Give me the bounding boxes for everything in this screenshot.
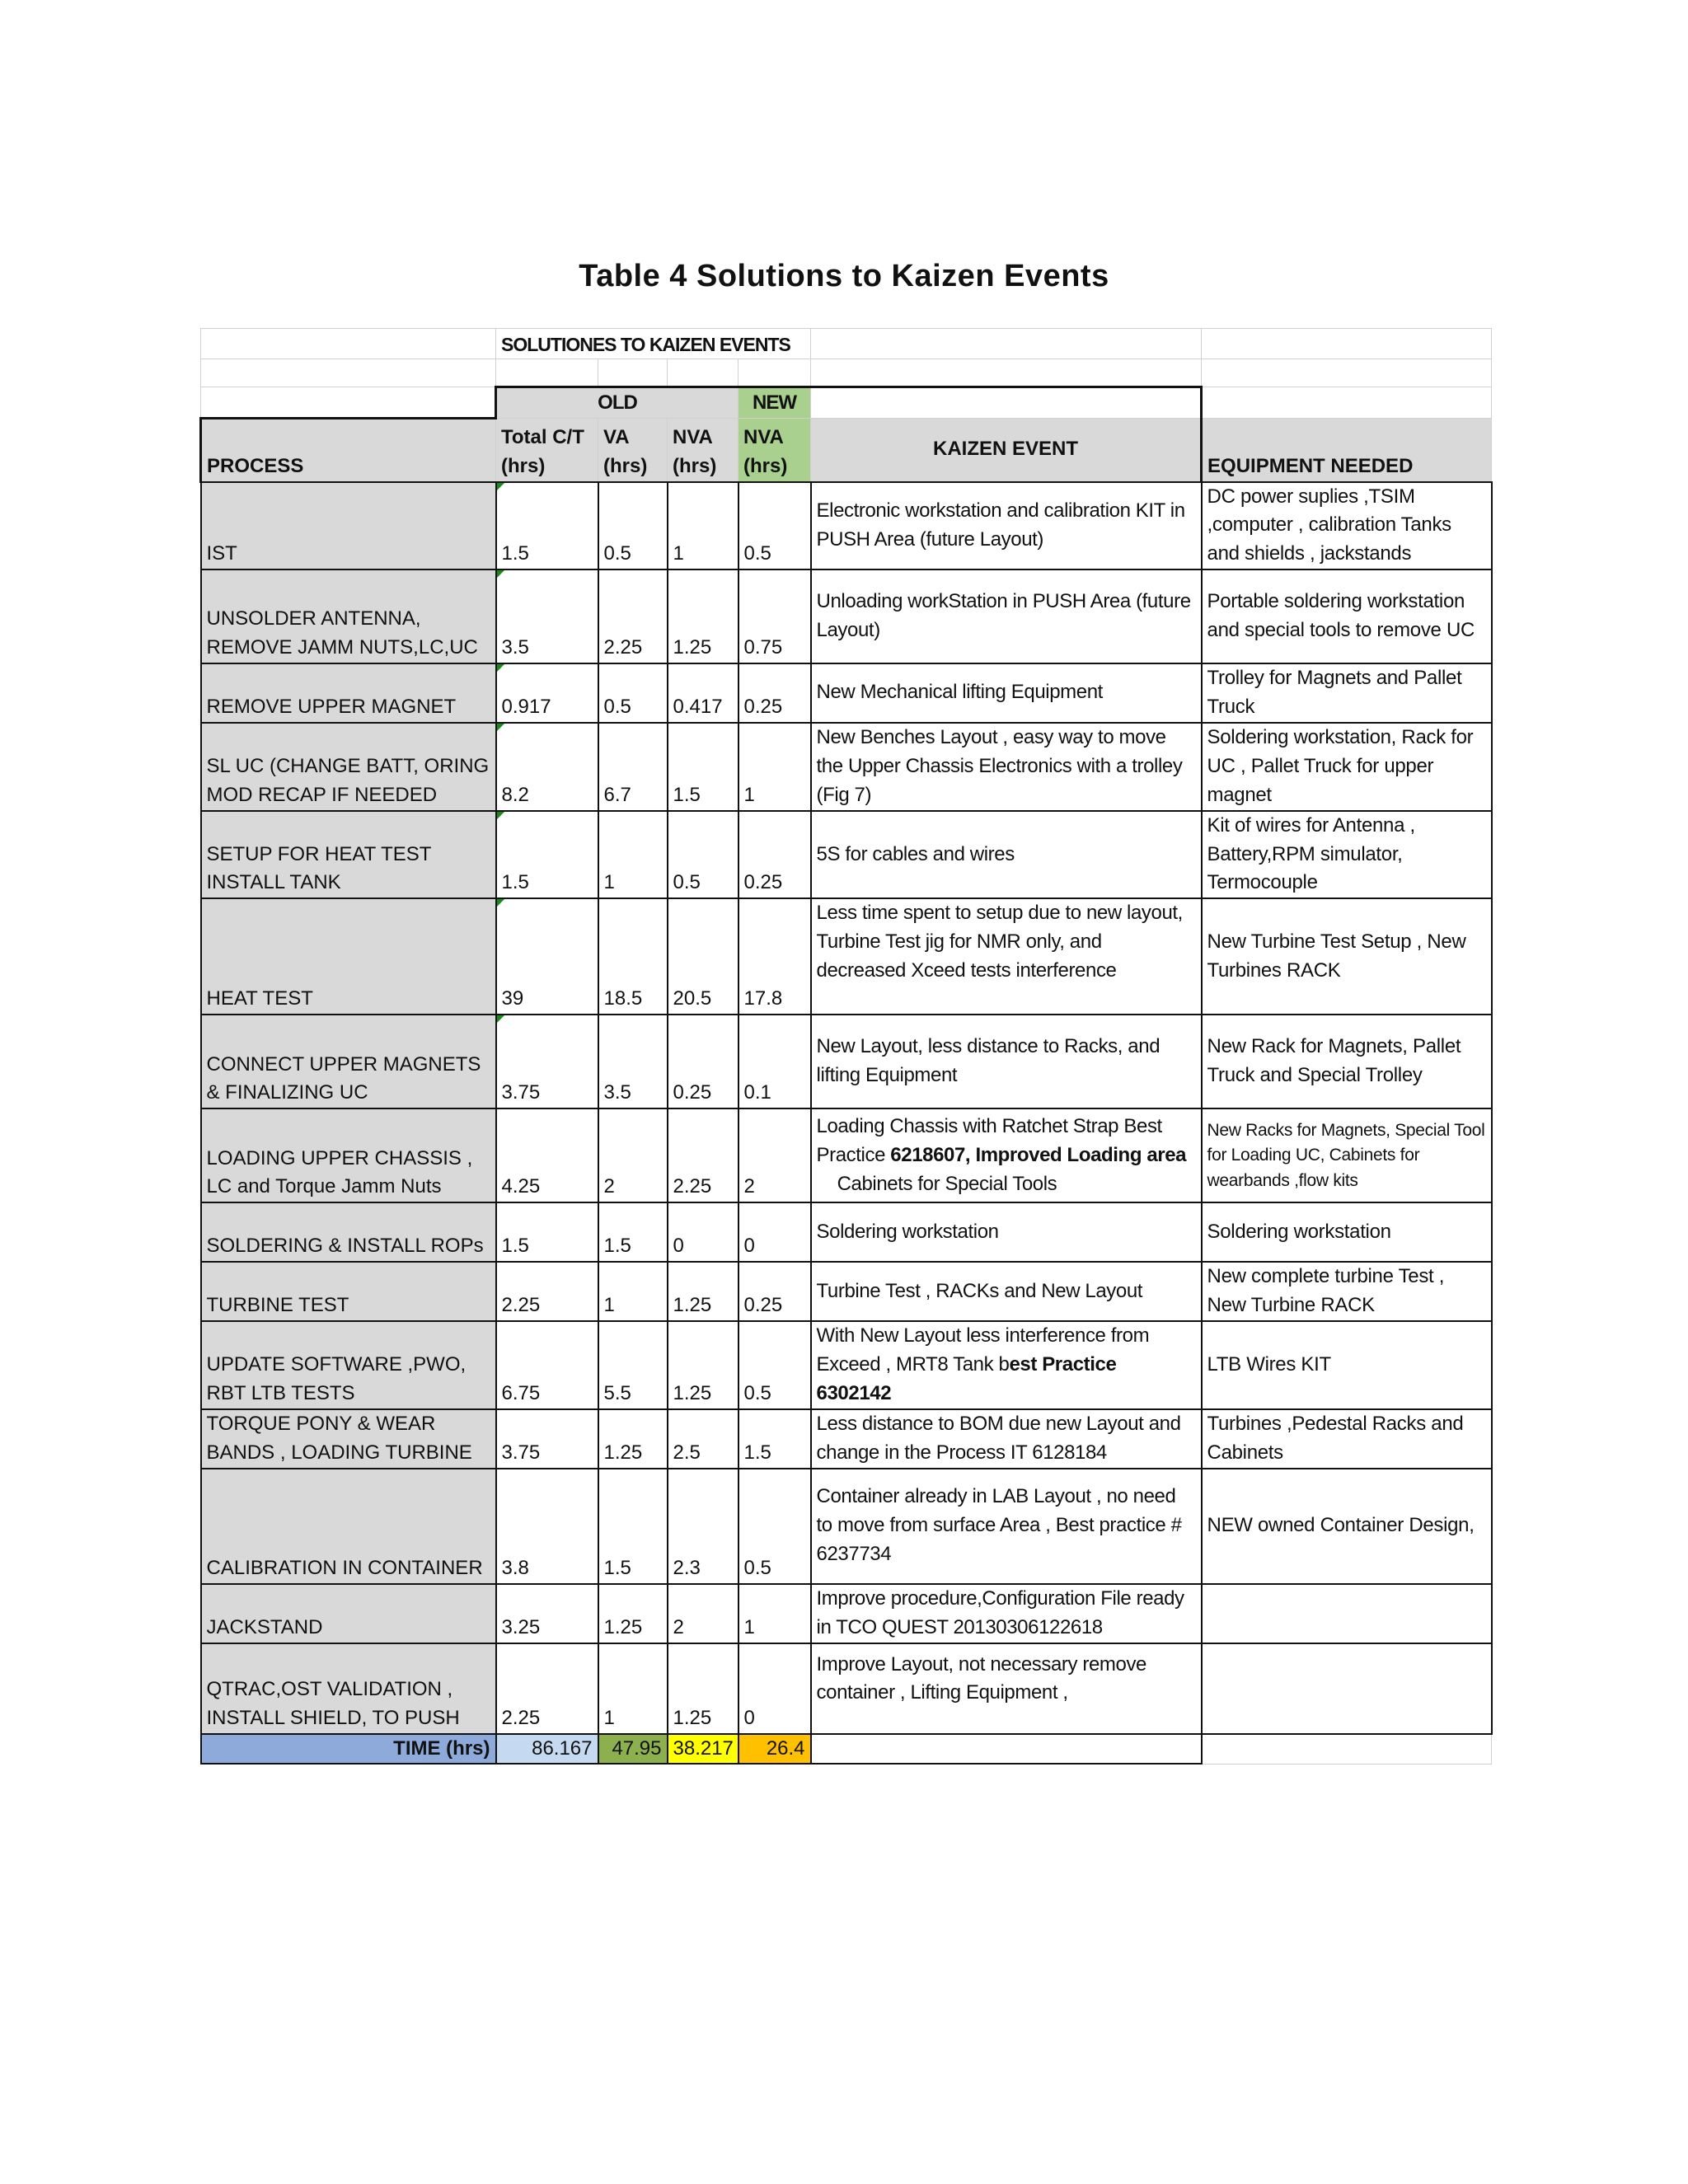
nva-new-cell: 17.8 — [738, 898, 811, 1015]
nva-cell: 2.3 — [668, 1469, 738, 1584]
total-va-sum: 47.95 — [598, 1734, 668, 1765]
nva-new-cell: 0.1 — [738, 1015, 811, 1108]
nva-cell: 2.25 — [668, 1108, 738, 1202]
header-equipment: EQUIPMENT NEEDED — [1202, 419, 1492, 482]
table-row — [201, 1202, 1492, 1262]
total-ct-cell: 3.5 — [496, 569, 598, 663]
process-cell: HEAT TEST — [201, 898, 496, 1015]
nva-cell: 1.25 — [668, 1262, 738, 1321]
nva-new-cell: 0 — [738, 1202, 811, 1262]
header-nva-new: NVA (hrs) — [738, 419, 811, 482]
nva-cell: 2 — [668, 1584, 738, 1643]
nva-new-cell: 0 — [738, 1643, 811, 1734]
va-cell: 18.5 — [598, 898, 668, 1015]
nva-new-cell: 0.5 — [738, 1321, 811, 1408]
nva-cell: 1.25 — [668, 569, 738, 663]
process-cell: TURBINE TEST — [201, 1262, 496, 1321]
kaizen-table — [199, 328, 1493, 1765]
kaizen-text: Cabinets for Special Tools — [816, 1172, 1057, 1195]
total-ct-cell: 1.5 — [496, 1202, 598, 1262]
va-cell: 6.7 — [598, 723, 668, 811]
equipment-cell: New Rack for Magnets, Pallet Truck and Special Trolley — [1202, 1015, 1492, 1108]
header-kaizen-event: KAIZEN EVENT — [811, 419, 1202, 482]
kaizen-event-cell: Container already in LAB Layout , no need to move from surface Area , Best practice # 6237734 — [811, 1469, 1202, 1584]
header-nva: NVA (hrs) — [668, 419, 738, 482]
kaizen-event-cell: Less time spent to setup due to new layout, Turbine Test jig for NMR only, and decreased Xceed tests interference — [811, 898, 1202, 1015]
va-cell: 1.25 — [598, 1409, 668, 1469]
table-row — [201, 1409, 1492, 1469]
kaizen-event-cell: Soldering workstation — [811, 1202, 1202, 1262]
totals-label: TIME (hrs) — [201, 1734, 496, 1765]
empty-cell — [811, 329, 1202, 359]
nva-cell: 0.5 — [668, 811, 738, 898]
table-row — [201, 1584, 1492, 1643]
empty-cell — [811, 1734, 1202, 1765]
va-cell: 0.5 — [598, 482, 668, 569]
new-group-header: NEW — [738, 387, 811, 419]
total-ct-sum: 86.167 — [496, 1734, 598, 1765]
old-group-header: OLD — [496, 387, 738, 419]
va-cell: 1.25 — [598, 1584, 668, 1643]
kaizen-event-cell: Electronic workstation and calibration KIT in PUSH Area (future Layout) — [811, 482, 1202, 569]
equipment-cell: Turbines ,Pedestal Racks and Cabinets — [1202, 1409, 1492, 1469]
nva-new-cell: 0.5 — [738, 482, 811, 569]
va-cell: 1 — [598, 1262, 668, 1321]
process-cell: UPDATE SOFTWARE ,PWO, RBT LTB TESTS — [201, 1321, 496, 1408]
process-cell: SETUP FOR HEAT TEST INSTALL TANK — [201, 811, 496, 898]
total-ct-cell: 2.25 — [496, 1262, 598, 1321]
equipment-cell: NEW owned Container Design, — [1202, 1469, 1492, 1584]
kaizen-bold-text: 6218607, Improved Loading area — [890, 1143, 1187, 1166]
equipment-cell — [1202, 1643, 1492, 1734]
equipment-cell: New complete turbine Test , New Turbine RACK — [1202, 1262, 1492, 1321]
nva-cell: 2.5 — [668, 1409, 738, 1469]
nva-cell: 0 — [668, 1202, 738, 1262]
total-ct-cell: 2.25 — [496, 1643, 598, 1734]
va-cell: 1 — [598, 811, 668, 898]
total-nva-sum: 38.217 — [668, 1734, 738, 1765]
table-row — [201, 569, 1492, 663]
table-row — [201, 663, 1492, 723]
total-ct-cell: 1.5 — [496, 811, 598, 898]
header-total-ct: Total C/T (hrs) — [496, 419, 598, 482]
total-ct-cell: 3.75 — [496, 1409, 598, 1469]
table-row — [201, 1108, 1492, 1202]
totals-row — [201, 1734, 1492, 1765]
equipment-cell: New Turbine Test Setup , New Turbines RACK — [1202, 898, 1492, 1015]
equipment-cell: New Racks for Magnets, Special Tool for Loading UC, Cabinets for wearbands ,flow kits — [1202, 1108, 1492, 1202]
va-cell: 1.5 — [598, 1469, 668, 1584]
va-cell: 2.25 — [598, 569, 668, 663]
equipment-cell — [1202, 1584, 1492, 1643]
nva-cell: 1 — [668, 482, 738, 569]
process-cell: TORQUE PONY & WEAR BANDS , LOADING TURBINE — [201, 1409, 496, 1469]
equipment-cell: Soldering workstation, Rack for UC , Pallet Truck for upper magnet — [1202, 723, 1492, 811]
va-cell: 1 — [598, 1643, 668, 1734]
process-cell: SL UC (CHANGE BATT, ORING MOD RECAP IF NEEDED — [201, 723, 496, 811]
nva-new-cell: 0.5 — [738, 1469, 811, 1584]
process-cell: UNSOLDER ANTENNA, REMOVE JAMM NUTS,LC,UC — [201, 569, 496, 663]
process-cell: SOLDERING & INSTALL ROPs — [201, 1202, 496, 1262]
equipment-cell: Trolley for Magnets and Pallet Truck — [1202, 663, 1492, 723]
va-cell: 3.5 — [598, 1015, 668, 1108]
va-cell: 5.5 — [598, 1321, 668, 1408]
empty-cell — [1202, 1734, 1492, 1765]
process-cell: IST — [201, 482, 496, 569]
nva-cell: 0.417 — [668, 663, 738, 723]
kaizen-text: With New Layout less interference from Exceed , MRT8 Tank b — [816, 1324, 1150, 1376]
nva-cell: 1.5 — [668, 723, 738, 811]
kaizen-event-cell: Improve Layout, not necessary remove container , Lifting Equipment , — [811, 1643, 1202, 1734]
total-ct-cell: 0.917 — [496, 663, 598, 723]
table-row — [201, 482, 1492, 569]
table-row — [201, 898, 1492, 1015]
equipment-cell: Kit of wires for Antenna , Battery,RPM simulator, Termocouple — [1202, 811, 1492, 898]
kaizen-bold-text: est Practice 6302142 — [816, 1353, 1117, 1404]
kaizen-event-cell — [811, 1321, 1202, 1408]
header-va: VA (hrs) — [598, 419, 668, 482]
va-cell: 2 — [598, 1108, 668, 1202]
kaizen-event-cell: Improve procedure,Configuration File ready in TCO QUEST 20130306122618 — [811, 1584, 1202, 1643]
va-cell: 1.5 — [598, 1202, 668, 1262]
nva-cell: 1.25 — [668, 1643, 738, 1734]
kaizen-text: Loading Chassis with Ratchet Strap Best Practice — [816, 1115, 1162, 1166]
process-cell: CONNECT UPPER MAGNETS & FINALIZING UC — [201, 1015, 496, 1108]
total-ct-cell: 3.75 — [496, 1015, 598, 1108]
table-row — [201, 1643, 1492, 1734]
kaizen-event-cell: Unloading workStation in PUSH Area (future Layout) — [811, 569, 1202, 663]
equipment-cell: Soldering workstation — [1202, 1202, 1492, 1262]
total-ct-cell: 39 — [496, 898, 598, 1015]
kaizen-event-cell: Less distance to BOM due new Layout and change in the Process IT 6128184 — [811, 1409, 1202, 1469]
process-cell: QTRAC,OST VALIDATION , INSTALL SHIELD, TO PUSH — [201, 1643, 496, 1734]
empty-cell — [201, 329, 496, 359]
va-cell: 0.5 — [598, 663, 668, 723]
nva-cell: 1.25 — [668, 1321, 738, 1408]
nva-cell: 0.25 — [668, 1015, 738, 1108]
total-ct-cell: 6.75 — [496, 1321, 598, 1408]
process-cell: REMOVE UPPER MAGNET — [201, 663, 496, 723]
table-row — [201, 1015, 1492, 1108]
nva-new-cell: 1 — [738, 723, 811, 811]
process-cell: LOADING UPPER CHASSIS , LC and Torque Jamm Nuts — [201, 1108, 496, 1202]
nva-new-cell: 0.75 — [738, 569, 811, 663]
kaizen-event-cell — [811, 1108, 1202, 1202]
kaizen-event-cell: 5S for cables and wires — [811, 811, 1202, 898]
kaizen-event-cell: New Mechanical lifting Equipment — [811, 663, 1202, 723]
nva-new-cell: 0.25 — [738, 811, 811, 898]
total-ct-cell: 1.5 — [496, 482, 598, 569]
table-row — [201, 1262, 1492, 1321]
total-ct-cell: 3.8 — [496, 1469, 598, 1584]
nva-new-cell: 0.25 — [738, 1262, 811, 1321]
equipment-cell: LTB Wires KIT — [1202, 1321, 1492, 1408]
document-title: Table 4 Solutions to Kaizen Events — [579, 259, 1109, 293]
total-ct-cell: 8.2 — [496, 723, 598, 811]
nva-new-cell: 2 — [738, 1108, 811, 1202]
equipment-cell: Portable soldering workstation and special tools to remove UC — [1202, 569, 1492, 663]
table-row — [201, 1469, 1492, 1584]
sheet-title: SOLUTIONES TO KAIZEN EVENTS — [496, 329, 811, 359]
kaizen-event-cell: New Layout, less distance to Racks, and lifting Equipment — [811, 1015, 1202, 1108]
nva-new-cell: 0.25 — [738, 663, 811, 723]
total-ct-cell: 3.25 — [496, 1584, 598, 1643]
table-row — [201, 811, 1492, 898]
empty-cell — [1202, 329, 1492, 359]
nva-new-cell: 1 — [738, 1584, 811, 1643]
total-ct-cell: 4.25 — [496, 1108, 598, 1202]
nva-new-cell: 1.5 — [738, 1409, 811, 1469]
total-nva-new-sum: 26.4 — [738, 1734, 811, 1765]
nva-cell: 20.5 — [668, 898, 738, 1015]
table-row — [201, 1321, 1492, 1408]
equipment-cell: DC power suplies ,TSIM ,computer , calibration Tanks and shields , jackstands — [1202, 482, 1492, 569]
process-cell: CALIBRATION IN CONTAINER — [201, 1469, 496, 1584]
kaizen-event-cell: Turbine Test , RACKs and New Layout — [811, 1262, 1202, 1321]
table-row — [201, 723, 1492, 811]
process-cell: JACKSTAND — [201, 1584, 496, 1643]
header-process: PROCESS — [201, 419, 496, 482]
kaizen-event-cell: New Benches Layout , easy way to move the Upper Chassis Electronics with a trolley (Fig 7) — [811, 723, 1202, 811]
